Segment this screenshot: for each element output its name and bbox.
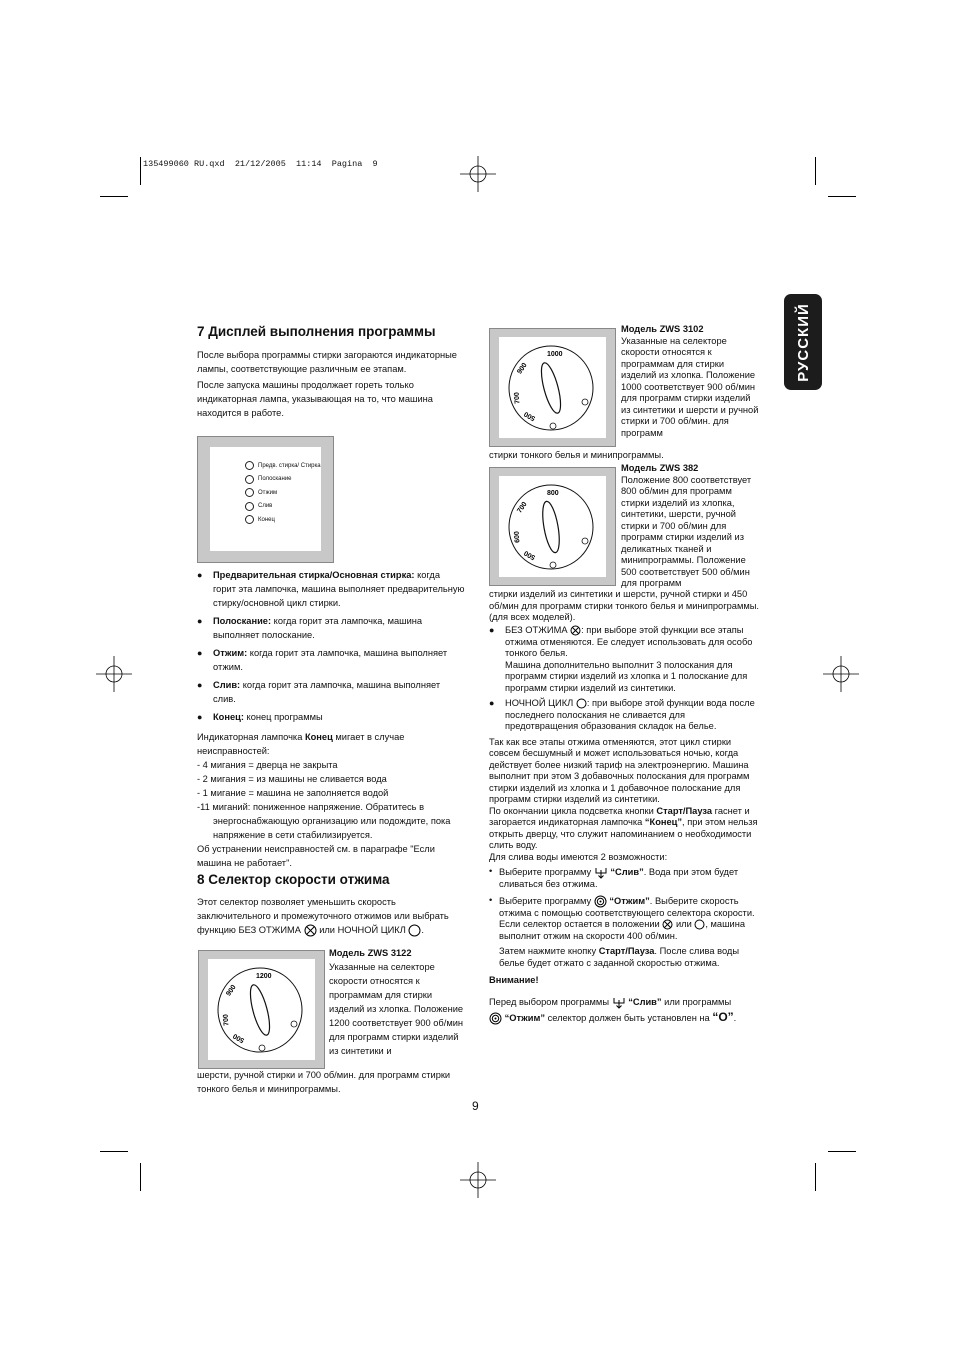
dial-figure-zws3102 [489, 328, 616, 447]
paragraph: После запуска машины продолжает гореть только индикаторная лампа, указывающая на то, что машина находится в работе. [197, 380, 433, 418]
drain-program-icon [594, 866, 608, 879]
model-title: Модель ZWS 382 [621, 463, 699, 473]
no-spin-icon [304, 924, 317, 937]
dial-label: 1000 [547, 351, 563, 358]
paragraph: шерсти, ручной стирки и 700 об/мин. для программ стирки тонкого белья и минипрограммы. [197, 1070, 451, 1094]
indicator-panel-figure [197, 436, 334, 563]
list-item-night-cycle: ● НОЧНОЙ ЦИКЛ : при выборе этой функции вода после последнего полоскания не сливается для предотвращения образования складок на белье. [489, 698, 759, 733]
dial-label: 900 [516, 361, 529, 376]
spin-options [489, 625, 759, 1026]
registration-mark-icon [823, 656, 859, 692]
fault-reference: Об устранении неисправностей см. в параграфе "Если машина не работает". [197, 844, 435, 868]
dial-label: 800 [547, 490, 559, 497]
dial-figure-zws382 [489, 467, 616, 586]
indicator-bullets [197, 568, 465, 870]
registration-mark-icon [96, 656, 132, 692]
spin-program-icon [489, 1012, 502, 1025]
list-item-spin-option: • Выберите программу “Отжим”. Выберите скорость отжима с помощью соответствующего селектора скорости. Если селектор остается в положении или , машина выполнит отжим на скорости 400 об/мин. Затем нажмите кнопку Старт/Пауза. После слива воды белье будет отжато с заданной скоростью отжима. [489, 895, 759, 970]
no-spin-icon [570, 625, 581, 636]
paragraph: Положение 800 соответствует 800 об/мин для программ стирки изделий из хлопка, синтетики, шерсти, ручной стирки и 700 об/мин для программ стирки изделий из деликатных тканей и минипрограммы. Положение 500 соответствует 500 об/мин для программ [621, 474, 752, 588]
dial-label: 700 [513, 391, 522, 405]
spin-dial-icon [501, 342, 605, 434]
page-number: 9 [472, 1099, 479, 1113]
indicator-spin: Отжим [245, 486, 321, 500]
registration-mark-icon [460, 156, 496, 192]
paragraph: Указанные на селекторе скорости относятся к программам для стирки изделий из хлопка. Положение 1000 соответствует 900 об/мин для программ стирки изделий из синтетики и шерсти и ручной стирки и 700 об/мин. для программ [621, 335, 759, 438]
spin-program-icon [594, 895, 607, 908]
night-cycle-icon [694, 919, 705, 930]
dial-label: 500 [232, 1031, 246, 1044]
list-item: ● Конец: конец программы [197, 710, 465, 724]
crop-mark [828, 196, 856, 197]
crop-mark [828, 1151, 856, 1152]
section-7 [197, 324, 465, 420]
paragraph: По окончании цикла подсветка кнопки Старт/Пауза гаснет и загорается индикаторная лампочка “Конец”, при этом нельзя открыть дверцу, что служит напоминанием о необходимости слить воду. [489, 805, 758, 850]
paragraph: Указанные на селекторе скорости относятся к программам для стирки изделий из хлопка. Положение 1200 соответствует 900 об/мин для программ стирки изделий из синтетики и [329, 962, 464, 1056]
list-item: ● Полоскание: когда горит эта лампочка, машина выполняет полоскание. [197, 614, 465, 642]
dial-label: 700 [222, 1013, 231, 1027]
model-title: Модель ZWS 3122 [329, 948, 412, 958]
dial-label: 500 [523, 548, 537, 561]
no-spin-icon [662, 919, 673, 930]
crop-mark [140, 1163, 141, 1191]
fault-item: - 2 мигания = из машины не сливается вода [197, 774, 387, 784]
section-7-title: 7 Дисплей выполнения программы [197, 324, 436, 339]
spin-dial-icon [210, 964, 314, 1056]
list-item: ● Предварительная стирка/Основная стирка: когда горит эта лампочка, машина выполняет предварительную стирку/основной цикл стирки. [197, 568, 465, 610]
fault-item: -11 миганий: пониженное напряжение. Обратитесь в энергоснабжающую организацию или подождите, пока напряжение в сети стабилизируется. [197, 802, 451, 840]
paragraph: Так как все этапы отжима отменяются, этот цикл стирки совсем бесшумный и может использоваться ночью, когда действует более низкий тариф на электроэнергию. Машина выполнит при этом 3 добавочных полоскания для программ стирки изделий из хлопка и 1 добавочное полоскание для программ стирки изделий из синтетики. [489, 736, 750, 804]
list-item: ● Отжим: когда горит эта лампочка, машина выполняет отжим. [197, 646, 465, 674]
crop-mark [815, 1163, 816, 1191]
crop-mark [100, 196, 128, 197]
list-item-no-spin: ● БЕЗ ОТЖИМА : при выборе этой функции все этапы отжима отменяются. Ее следует использовать для особо тонкого белья. Машина дополнительно выполнит 3 полоскания для программ стирки изделий из хлопка и 1 полоскание для программ стирки изделий из синтетики. [489, 625, 759, 694]
night-cycle-icon [576, 698, 587, 709]
dial-label: 900 [225, 983, 238, 998]
paragraph: Этот селектор позволяет уменьшить скорость заключительного и промежуточного отжимов или выбрать функцию БЕЗ ОТЖИМА или НОЧНОЙ ЦИКЛ . [197, 895, 465, 937]
model-zws382-text [621, 463, 759, 590]
crop-mark [815, 157, 816, 185]
warning-text: Перед выбором программы “Слив” или программы “Отжим” селектор должен быть установлен на “O”. [489, 996, 737, 1024]
dial-label: 500 [523, 409, 537, 422]
list-item-drain-option: • Выберите программу “Слив”. Вода при этом будет сливаться без отжима. [489, 866, 759, 891]
language-tab: РУССКИЙ [784, 294, 822, 390]
file-info: 135499060 RU.qxd 21/12/2005 11:14 Pagina 9 [143, 159, 378, 169]
drain-program-icon [612, 996, 626, 1009]
fault-item: - 1 мигание = машина не заполняется водой [197, 788, 389, 798]
registration-mark-icon [460, 1162, 496, 1198]
fault-intro: Индикаторная лампочка Конец мигает в случае неисправностей: [197, 732, 405, 756]
list-item: ● Слив: когда горит эта лампочка, машина выполняет слив. [197, 678, 465, 706]
dial-figure-zws3122 [198, 950, 325, 1069]
model-zws3102-text [621, 324, 759, 439]
paragraph: Для слива воды имеются 2 возможности: [489, 851, 668, 862]
indicator-rinse: Полоскание [245, 473, 321, 487]
paragraph: стирки тонкого белья и минипрограммы. [489, 450, 664, 460]
warning-title: Внимание! [489, 975, 539, 985]
crop-mark [100, 1151, 128, 1152]
night-cycle-icon [408, 924, 421, 937]
paragraph: стирки изделий из синтетики и шерсти, ручной стирки и 450 об/мин для программ стирки тонкого белья и минипрограммы. (для всех моделей). [489, 589, 759, 622]
crop-mark [140, 157, 141, 185]
model-title: Модель ZWS 3102 [621, 324, 704, 334]
section-8-title: 8 Селектор скорости отжима [197, 872, 390, 887]
dial-label: 700 [516, 500, 529, 515]
fault-item: - 4 мигания = дверца не закрыта [197, 760, 338, 770]
dial-label: 600 [513, 530, 522, 544]
paragraph: После выбора программы стирки загораются индикаторные лампы, соответствующие различным ее этапам. [197, 350, 457, 374]
section-8 [197, 872, 465, 937]
indicator-end: Конец [245, 513, 321, 527]
spin-dial-icon [501, 481, 605, 573]
model-zws3122-text [329, 946, 465, 1058]
dial-label: 1200 [256, 973, 272, 980]
indicator-prewash: Предв. стирка/ Стирка [245, 459, 321, 473]
indicator-drain: Слив [245, 500, 321, 514]
